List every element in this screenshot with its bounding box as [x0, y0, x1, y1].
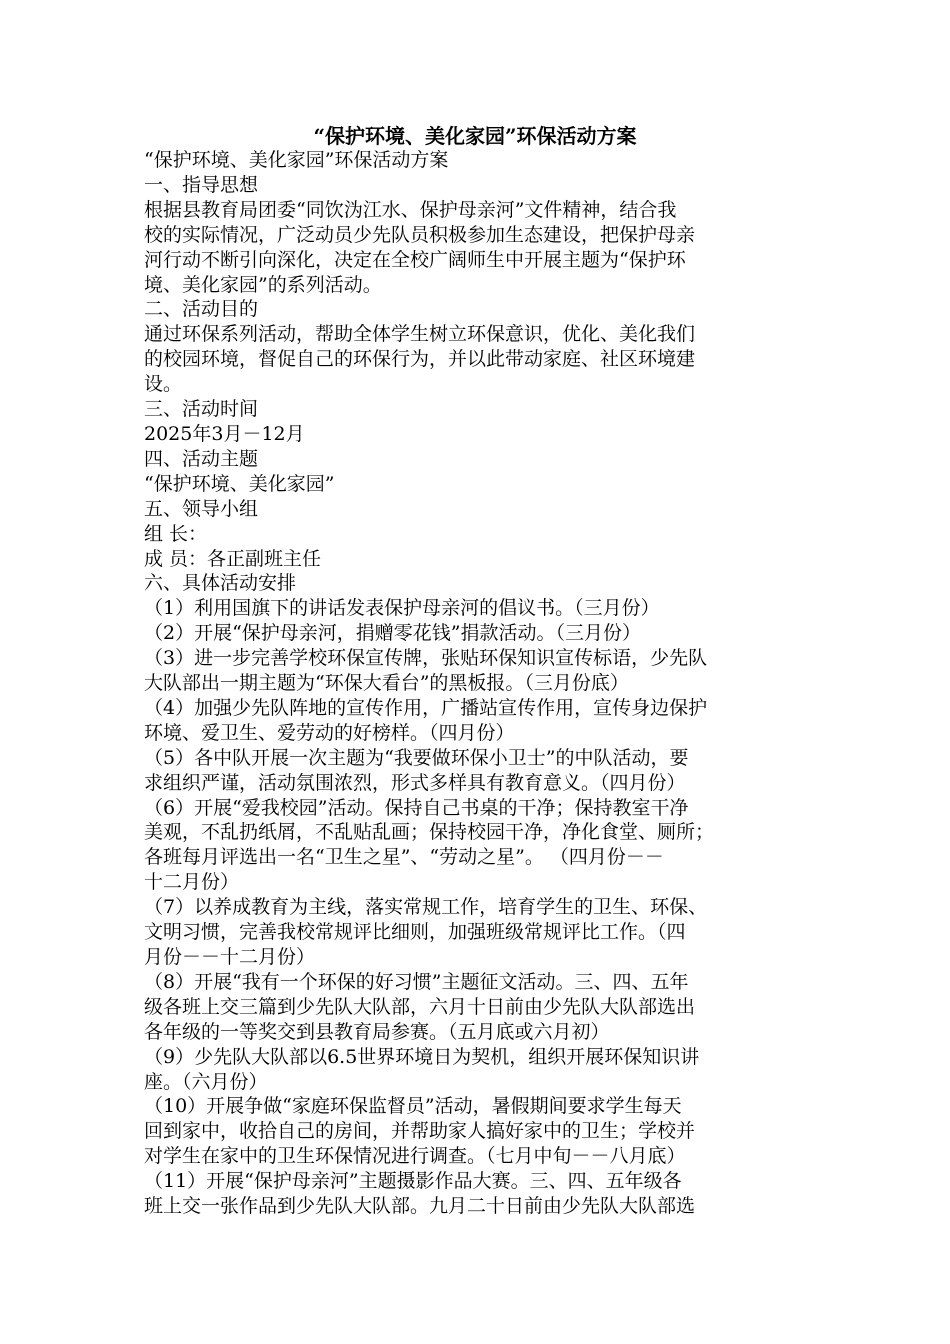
document-line: （4）加强少先队阵地的宣传作用，广播站宣传作用，宣传身边保护	[144, 696, 708, 719]
document-line: 二、活动目的	[144, 298, 259, 321]
document-line: 求组织严谨，活动氛围浓烈，形式多样具有教育意义。（四月份）	[144, 771, 686, 794]
document-line: （5）各中队开展一次主题为“我要做环保小卫士”的中队活动，要	[144, 746, 689, 769]
document-line: 各年级的一等奖交到县教育局参赛。（五月底或六月初）	[144, 1020, 610, 1043]
document-line: （1）利用国旗下的讲话发表保护母亲河的倡议书。（三月份）	[144, 597, 660, 620]
document-line: “保护环境、美化家园”环保活动方案	[144, 149, 449, 171]
document-line: （3）进一步完善学校环保宣传牌，张贴环保知识宣传标语，少先队	[144, 647, 708, 670]
document-line: （9）少先队大队部以6.5世界环境日为契机，组织开展环保知识讲	[144, 1045, 700, 1068]
document-line: 回到家中，收拾自己的房间，并帮助家人搞好家中的卫生；学校并	[144, 1120, 696, 1143]
document-line: 根据县教育局团委“同饮沩江水、保护母亲河”文件精神，结合我	[144, 198, 677, 221]
document-line: （10）开展争做“家庭环保监督员”活动，暑假期间要求学生每天	[144, 1095, 682, 1118]
document-line: 级各班上交三篇到少先队大队部，六月十日前由少先队大队部选出	[144, 995, 696, 1018]
document-line: （6）开展“爱我校园”活动。保持自己书桌的干净；保持教室干净	[144, 796, 689, 819]
document-line: 境、美化家园”的系列活动。	[144, 273, 382, 296]
document-line: 座。（六月份）	[144, 1070, 268, 1093]
document-line: （2）开展“保护母亲河，捐赠零花钱”捐款活动。（三月份）	[144, 622, 642, 645]
document-line: 四、活动主题	[144, 447, 259, 470]
document-line: 美观，不乱扔纸屑，不乱贴乱画；保持校园干净，净化食堂、厕所；	[144, 821, 715, 844]
document-line: 六、具体活动安排	[144, 572, 297, 595]
document-line: 对学生在家中的卫生环保情况进行调查。（七月中旬－－八月底）	[144, 1145, 686, 1168]
document-line: 设。	[144, 373, 183, 396]
document-line: （8）开展“我有一个环保的好习惯”主题征文活动。三、四、五年	[144, 970, 689, 993]
document-body	[144, 148, 800, 1219]
document-line: 各班每月评选出一名“卫生之星”、“劳动之星”。 （四月份－－	[144, 846, 664, 869]
document-line: 2025年3月－12月	[144, 422, 305, 445]
document-line: 河行动不断引向深化，决定在全校广阔师生中开展主题为“保护环	[144, 248, 686, 271]
document-line: 组 长：	[144, 522, 208, 545]
document-line: 的校园环境，督促自己的环保行为，并以此带动家庭、社区环境建	[144, 348, 696, 371]
document-line: 通过环保系列活动，帮助全体学生树立环保意识，优化、美化我们	[144, 323, 696, 346]
document-line: 大队部出一期主题为“环保大看台”的黑板报。（三月份底）	[144, 672, 629, 695]
document-line: 成 员：各正副班主任	[144, 547, 322, 570]
document-line: 文明习惯，完善我校常规评比细则，加强班级常规评比工作。（四	[144, 921, 686, 944]
document-title: “保护环境、美化家园”环保活动方案	[313, 124, 637, 148]
document-line: （11）开展“保护母亲河”主题摄影作品大赛。三、四、五年级各	[144, 1170, 682, 1193]
document-line: 环境、爱卫生、爱劳动的好榜样。（四月份）	[144, 721, 515, 744]
document-line: 班上交一张作品到少先队大队部。九月二十日前由少先队大队部选	[144, 1195, 696, 1218]
document-line: 五、领导小组	[144, 497, 259, 520]
document-line: 校的实际情况，广泛动员少先队员积极参加生态建设，把保护母亲	[144, 223, 696, 246]
document-line: “保护环境、美化家园”	[144, 472, 335, 495]
document-line: 三、活动时间	[144, 398, 259, 421]
document-line: 一、指导思想	[144, 173, 259, 196]
document-line: 十二月份）	[144, 871, 240, 894]
document-line: （7）以养成教育为主线，落实常规工作，培育学生的卫生、环保、	[144, 896, 708, 919]
document-line: 月份－－十二月份）	[144, 946, 316, 968]
